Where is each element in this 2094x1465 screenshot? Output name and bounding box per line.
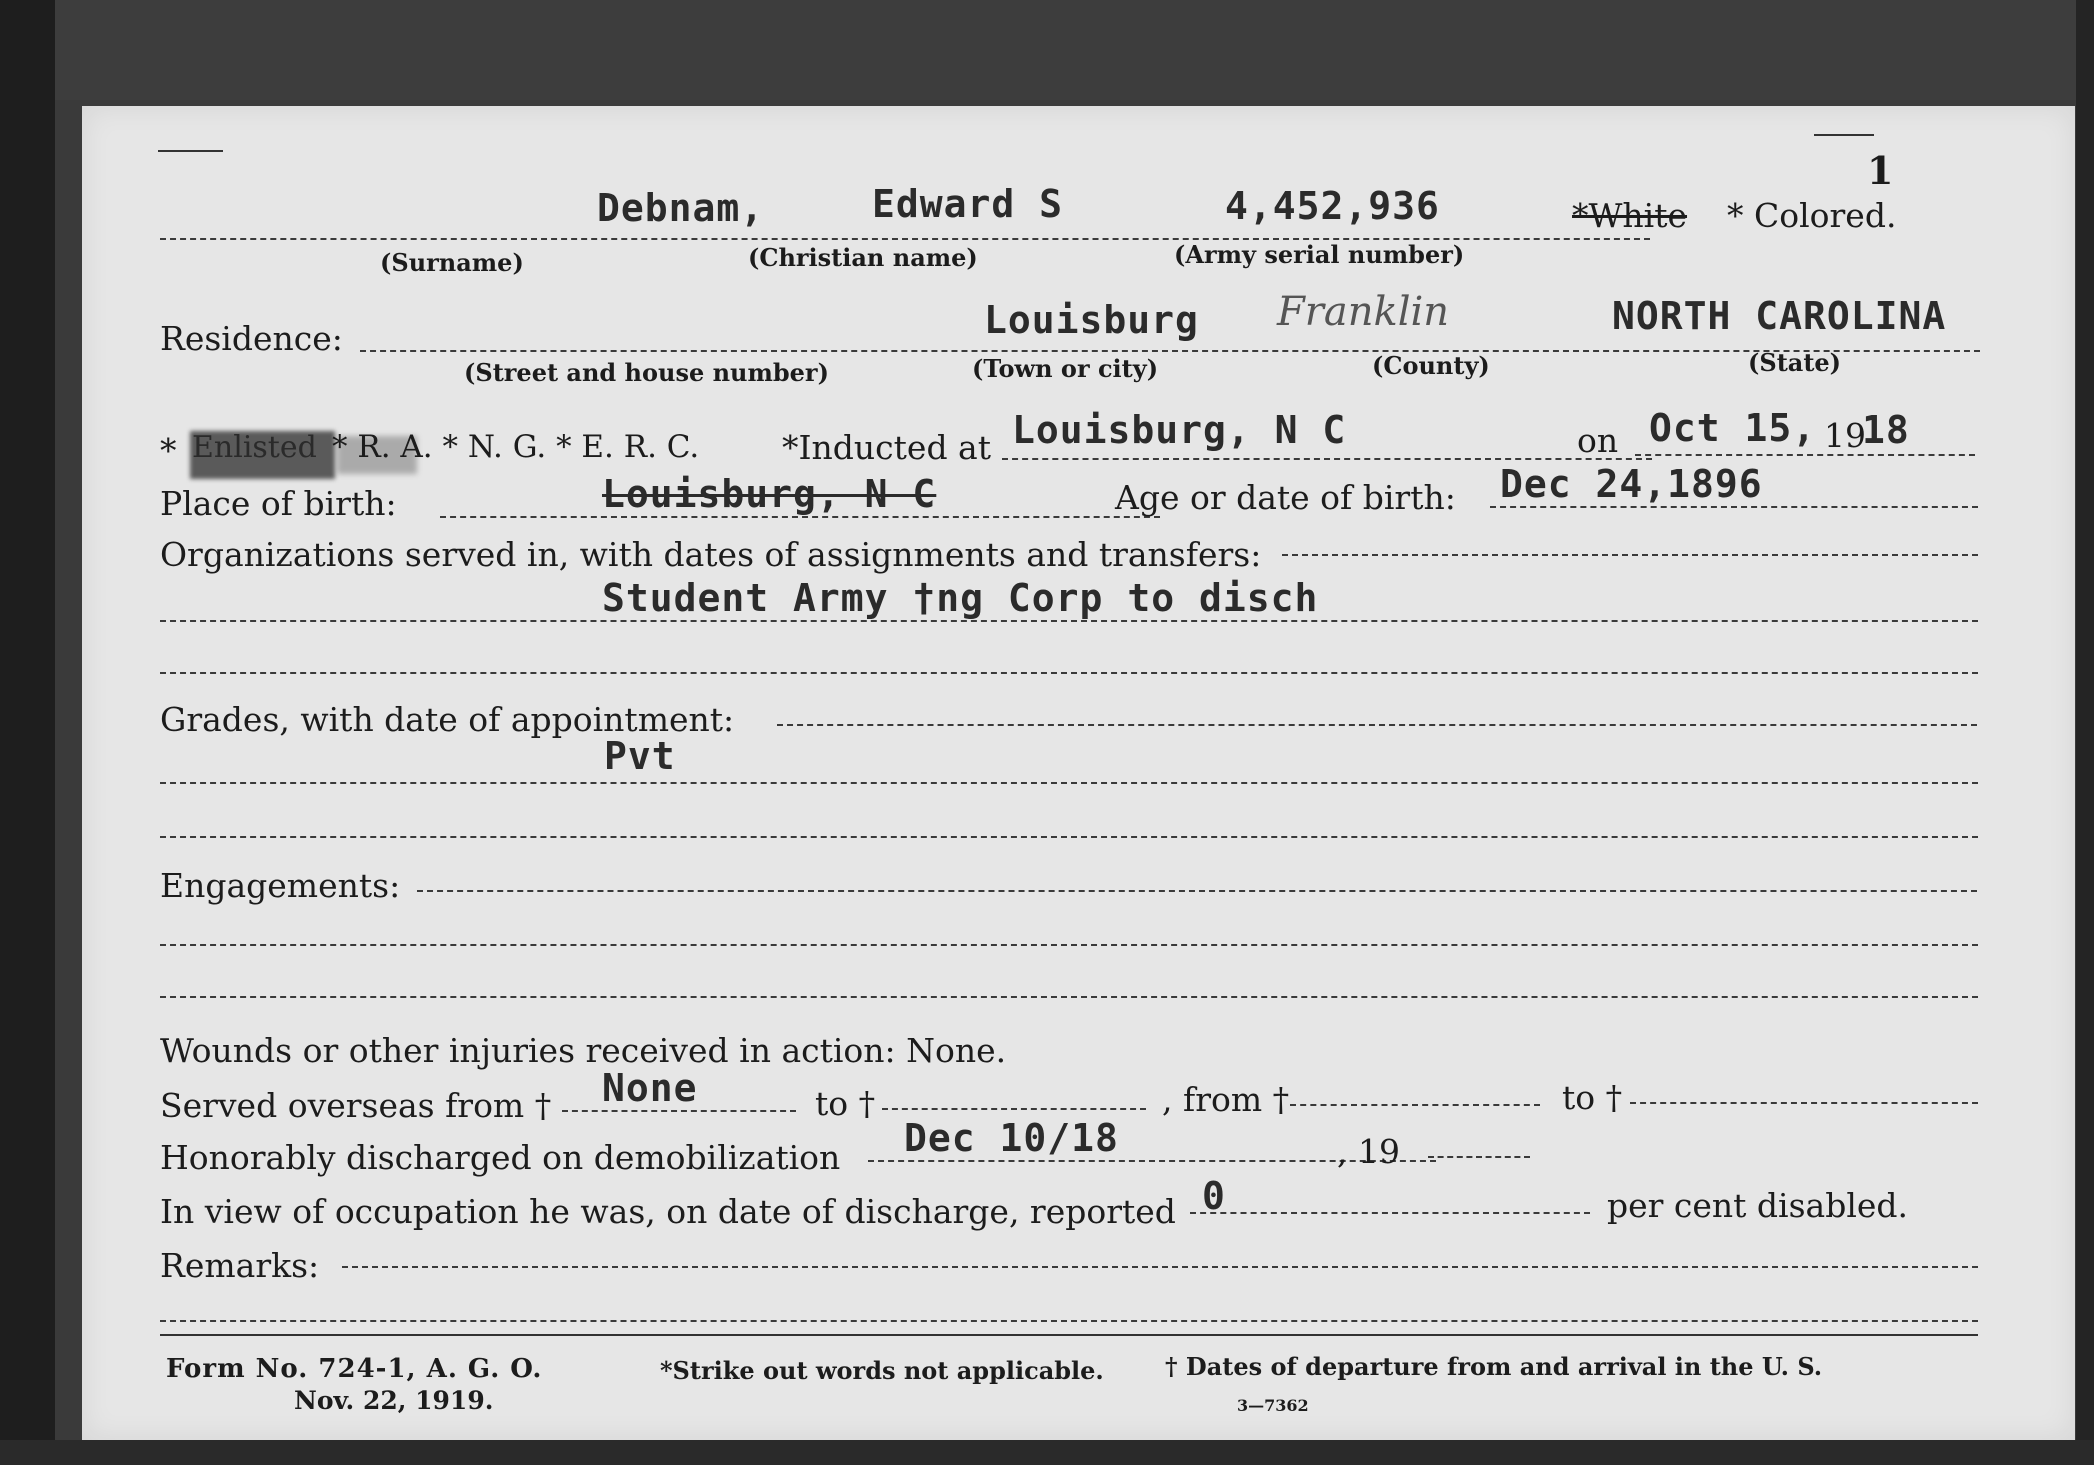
- service-record-card: [82, 106, 2075, 1440]
- town-value: Louisburg: [984, 298, 1199, 342]
- disability-label: In view of occupation he was, on date of discharge, reported: [160, 1192, 1176, 1231]
- birthdate-line: [1490, 506, 1978, 508]
- scan-right-border: [2076, 0, 2094, 1465]
- discharge-date-value: Dec 10/18: [904, 1116, 1119, 1160]
- birthdate-value: Dec 24,1896: [1500, 462, 1763, 506]
- engagements-line-2: [160, 944, 1978, 946]
- inducted-label: *Inducted at: [782, 428, 991, 467]
- corner-rule: [158, 150, 223, 152]
- state-value: NORTH CAROLINA: [1612, 294, 1947, 338]
- form-number: Form No. 724-1, A. G. O.: [166, 1354, 543, 1384]
- disability-line: [1190, 1212, 1590, 1214]
- remarks-line-2: [160, 1320, 1978, 1322]
- remarks-line-1: [342, 1266, 1978, 1268]
- overseas-to-label: to †: [815, 1084, 876, 1123]
- grades-label: Grades, with date of appointment:: [160, 700, 735, 739]
- inducted-place-value: Louisburg, N C: [1012, 408, 1347, 452]
- enlisted-struck: Enlisted: [192, 430, 317, 465]
- service-branches: * R. A. * N. G. * E. R. C.: [332, 429, 700, 465]
- induction-date-value: Oct 15,: [1649, 406, 1817, 450]
- organizations-label: Organizations served in, with dates of assignments and transfers:: [160, 535, 1262, 574]
- engagements-line-3: [160, 996, 1978, 998]
- scan-top-border: [0, 0, 2094, 100]
- grades-line-2: [160, 782, 1978, 784]
- remarks-label: Remarks:: [160, 1246, 320, 1285]
- induction-year-prefix: 19: [1824, 416, 1866, 455]
- christian-name-value: Edward S: [872, 182, 1064, 226]
- state-caption: (State): [1748, 348, 1842, 377]
- overseas-from-line: [562, 1110, 796, 1112]
- organizations-line-3: [160, 672, 1978, 674]
- street-caption: (Street and house number): [464, 358, 829, 387]
- overseas-to2-label: to †: [1562, 1078, 1623, 1117]
- residence-line: [360, 350, 1980, 352]
- county-caption: (County): [1372, 351, 1490, 380]
- print-code: 3—7362: [1237, 1396, 1309, 1415]
- engagements-line-1: [417, 890, 1977, 892]
- form-date: Nov. 22, 1919.: [294, 1386, 494, 1415]
- grades-line-3: [160, 836, 1978, 838]
- town-caption: (Town or city): [972, 354, 1159, 383]
- enlisted-asterisk: *: [160, 431, 177, 470]
- overseas-label: Served overseas from †: [160, 1086, 552, 1125]
- county-value: Franklin: [1277, 289, 1450, 335]
- discharge-label: Honorably discharged on demobilization: [160, 1138, 841, 1177]
- christian-name-caption: (Christian name): [748, 243, 978, 272]
- on-label: on: [1577, 421, 1619, 460]
- surname-value: Debnam,: [597, 186, 765, 230]
- race-colored: * Colored.: [1727, 196, 1897, 235]
- scan-bottom-border: [0, 1440, 2094, 1465]
- card-number: 1: [1867, 148, 1894, 193]
- overseas-to2-line: [1630, 1102, 1978, 1104]
- organizations-line-2: [160, 620, 1978, 622]
- induction-date-line: [1635, 454, 1975, 456]
- serial-number-caption: (Army serial number): [1174, 240, 1465, 269]
- footer-rule: [160, 1334, 1978, 1336]
- organizations-value: Student Army †ng Corp to disch: [602, 576, 1319, 620]
- discharge-year-line: [1428, 1156, 1530, 1158]
- grades-line-1: [777, 724, 1977, 726]
- birthplace-line: [440, 516, 1160, 518]
- serial-number-value: 4,452,936: [1225, 184, 1440, 228]
- inducted-line: [1002, 458, 1652, 460]
- birthplace-label: Place of birth:: [160, 484, 397, 523]
- overseas-to-line: [882, 1108, 1146, 1110]
- scan-left-border: [0, 0, 55, 1465]
- birthdate-label: Age or date of birth:: [1115, 478, 1456, 517]
- card-number-rule: [1814, 134, 1874, 136]
- birthplace-value: Louisburg, N C: [602, 472, 937, 516]
- grade-value: Pvt: [604, 734, 676, 778]
- overseas-value: None: [602, 1066, 698, 1110]
- overseas-from-label: , from †: [1162, 1080, 1290, 1119]
- discharge-year-label: , 19: [1337, 1132, 1400, 1171]
- disability-value: 0: [1202, 1174, 1226, 1218]
- surname-caption: (Surname): [380, 248, 524, 277]
- engagements-label: Engagements:: [160, 866, 401, 905]
- disability-suffix: per cent disabled.: [1607, 1186, 1909, 1225]
- footnote-dates: † Dates of departure from and arrival in the U. S.: [1165, 1352, 1823, 1381]
- wounds-label: Wounds or other injuries received in action: None.: [160, 1031, 1007, 1070]
- residence-label: Residence:: [160, 319, 343, 358]
- race-white: *White: [1572, 196, 1688, 235]
- organizations-line-1: [1282, 554, 1978, 556]
- footnote-strike: *Strike out words not applicable.: [660, 1356, 1104, 1385]
- induction-year-value: 18: [1862, 408, 1910, 452]
- overseas-from2-line: [1290, 1104, 1540, 1106]
